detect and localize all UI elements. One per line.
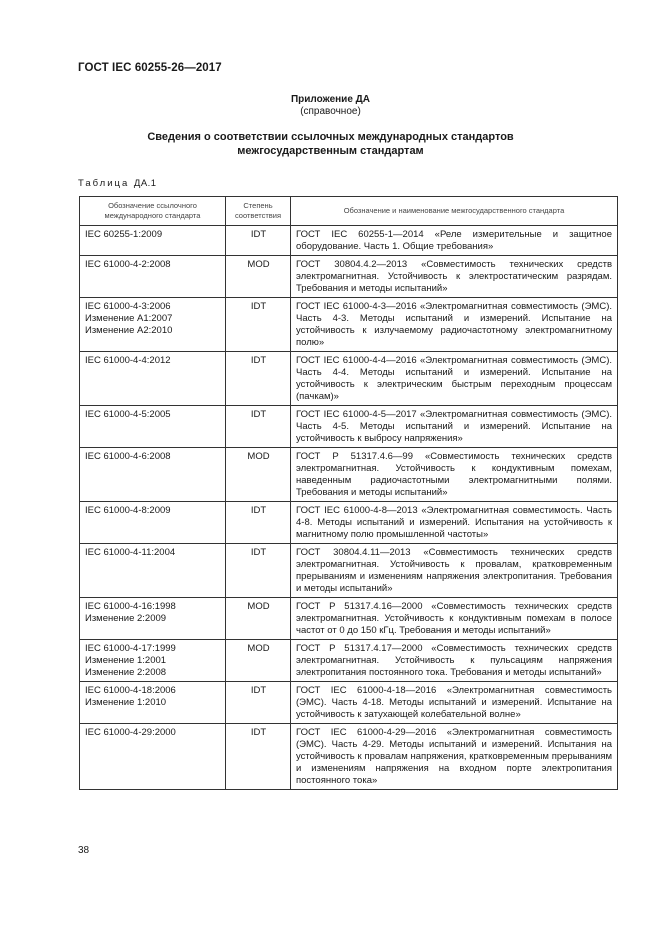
reference-standard: Изменение A1:2007 xyxy=(85,313,173,324)
table-caption xyxy=(78,178,157,189)
standards-table xyxy=(79,196,618,790)
table-row xyxy=(80,682,618,724)
table-row xyxy=(80,226,618,256)
interstate-standard-cell: ГОСТ IEC 61000-4-5—2017 «Электромагнитная совместимость (ЭМС). Часть 4-5. Методы испытаний и измерений. Испытание на устойчивость к выбросу напряжения» xyxy=(291,406,618,448)
degree-cell: MOD xyxy=(226,256,291,298)
reference-standard: IEC 61000-4-2:2008 xyxy=(85,259,171,270)
reference-standard-cell xyxy=(80,682,226,724)
degree-cell: IDT xyxy=(226,544,291,598)
interstate-standard-cell: ГОСТ Р 51317.4.16—2000 «Совместимость технических средств электромагнитная. Устойчивость к кондуктивным помехам в полосе частот от 0 до 150 кГц. Требования и методы испытаний» xyxy=(291,598,618,640)
degree-cell: IDT xyxy=(226,682,291,724)
reference-standard-cell xyxy=(80,724,226,790)
column-header-reference: Обозначение ссылочного международного стандарта xyxy=(80,197,226,226)
table-header-row xyxy=(80,197,618,226)
reference-standard-cell xyxy=(80,448,226,502)
reference-standard: IEC 61000-4-29:2000 xyxy=(85,727,176,738)
table-row xyxy=(80,256,618,298)
reference-standard-cell xyxy=(80,298,226,352)
interstate-standard-cell: ГОСТ IEC 61000-4-4—2016 «Электромагнитная совместимость (ЭМС). Часть 4-4. Методы испытаний и измерений. Испытание на устойчивость к электрическим быстрым переходным процессам (пачкам)» xyxy=(291,352,618,406)
table-row xyxy=(80,544,618,598)
interstate-standard-cell: ГОСТ Р 51317.4.6—99 «Совместимость технических средств электромагнитная. Устойчивость к кондуктивным помехам, наведенным радиочастотными электромагнитными полями. Требования и методы испытаний» xyxy=(291,448,618,502)
interstate-standard-cell: ГОСТ IEC 61000-4-8—2013 «Электромагнитная совместимость. Часть 4-8. Методы испытаний и измерений. Испытания на устойчивость к магнитному полю промышленной частоты» xyxy=(291,502,618,544)
reference-standard-cell xyxy=(80,406,226,448)
table-row xyxy=(80,448,618,502)
degree-cell: IDT xyxy=(226,502,291,544)
reference-standard-cell xyxy=(80,352,226,406)
reference-standard-cell xyxy=(80,226,226,256)
table-row xyxy=(80,640,618,682)
reference-standard: IEC 61000-4-18:2006 xyxy=(85,685,176,696)
column-header-interstate: Обозначение и наименование межгосударственного стандарта xyxy=(291,197,618,226)
table-caption-number: ДА.1 xyxy=(133,178,157,189)
reference-standard: IEC 60255-1:2009 xyxy=(85,229,163,240)
reference-standard-cell xyxy=(80,640,226,682)
interstate-standard-cell: ГОСТ Р 51317.4.17—2000 «Совместимость технических средств электромагнитная. Устойчивость к пульсациям напряжения электропитания постоянного тока. Требования и методы испытаний» xyxy=(291,640,618,682)
reference-standard: Изменение 2:2009 xyxy=(85,613,167,624)
annex-title: Приложение ДА xyxy=(290,94,371,105)
table-row xyxy=(80,352,618,406)
interstate-standard-cell: ГОСТ IEC 61000-4-18—2016 «Электромагнитная совместимость (ЭМС). Часть 4-18. Методы испытаний и измерений. Испытание на устойчивость к затухающей колебательной волне» xyxy=(291,682,618,724)
degree-cell: MOD xyxy=(226,448,291,502)
degree-cell: IDT xyxy=(226,298,291,352)
table-body xyxy=(80,226,618,790)
reference-standard: Изменение A2:2010 xyxy=(85,325,173,336)
interstate-standard-cell: ГОСТ IEC 61000-4-3—2016 «Электромагнитная совместимость (ЭМС). Часть 4-3. Методы испытаний и измерений. Испытание на устойчивость к излучаемому радиочастотному электромагнитному полю» xyxy=(291,298,618,352)
degree-cell: IDT xyxy=(226,406,291,448)
annex-heading-line1: Сведения о соответствии ссылочных международных стандартов xyxy=(147,131,514,143)
reference-standard: Изменение 1:2010 xyxy=(85,697,167,708)
reference-standard-cell xyxy=(80,598,226,640)
degree-cell: IDT xyxy=(226,724,291,790)
interstate-standard-cell: ГОСТ 30804.4.11—2013 «Совместимость технических средств электромагнитная. Устойчивость к провалам, кратковременным прерываниям и изменениям напряжения электропитания. Требования и методы испытаний» xyxy=(291,544,618,598)
table-row xyxy=(80,724,618,790)
interstate-standard-cell: ГОСТ 30804.4.2—2013 «Совместимость технических средств электромагнитная. Устойчивость к электростатическим разрядам. Требования и методы испытаний» xyxy=(291,256,618,298)
interstate-standard-cell: ГОСТ IEC 60255-1—2014 «Реле измерительные и защитное оборудование. Часть 1. Общие требования» xyxy=(291,226,618,256)
table-row xyxy=(80,298,618,352)
reference-standard: IEC 61000-4-6:2008 xyxy=(85,451,171,462)
reference-standard: IEC 61000-4-3:2006 xyxy=(85,301,171,312)
reference-standard-cell xyxy=(80,256,226,298)
reference-standard-cell xyxy=(80,544,226,598)
reference-standard: IEC 61000-4-16:1998 xyxy=(85,601,176,612)
reference-standard: Изменение 1:2001 xyxy=(85,655,167,666)
document-code: ГОСТ IEC 60255-26—2017 xyxy=(78,62,222,74)
degree-cell: MOD xyxy=(226,598,291,640)
column-header-degree: Степень соответствия xyxy=(226,197,291,226)
reference-standard: IEC 61000-4-8:2009 xyxy=(85,505,171,516)
reference-standard: IEC 61000-4-4:2012 xyxy=(85,355,171,366)
annex-subtitle: (справочное) xyxy=(300,106,361,117)
table-row xyxy=(80,406,618,448)
interstate-standard-cell: ГОСТ IEC 61000-4-29—2016 «Электромагнитная совместимость (ЭМС). Часть 4-29. Методы испытаний и измерений. Испытания на устойчивость к провалам напряжения, кратковременным прерываниям и изменениям напряжения на входном порте электропитания постоянного тока» xyxy=(291,724,618,790)
degree-cell: MOD xyxy=(226,640,291,682)
table-row xyxy=(80,502,618,544)
reference-standard-cell xyxy=(80,502,226,544)
page-number: 38 xyxy=(78,845,90,856)
annex-heading-line2: межгосударственным стандартам xyxy=(237,145,424,157)
reference-standard: IEC 61000-4-11:2004 xyxy=(85,547,176,558)
reference-standard: Изменение 2:2008 xyxy=(85,667,167,678)
annex-heading xyxy=(0,130,661,158)
table-caption-label: Таблица xyxy=(78,178,130,189)
reference-standard: IEC 61000-4-5:2005 xyxy=(85,409,171,420)
degree-cell: IDT xyxy=(226,226,291,256)
degree-cell: IDT xyxy=(226,352,291,406)
table-row xyxy=(80,598,618,640)
reference-standard: IEC 61000-4-17:1999 xyxy=(85,643,176,654)
annex-block xyxy=(0,94,661,118)
